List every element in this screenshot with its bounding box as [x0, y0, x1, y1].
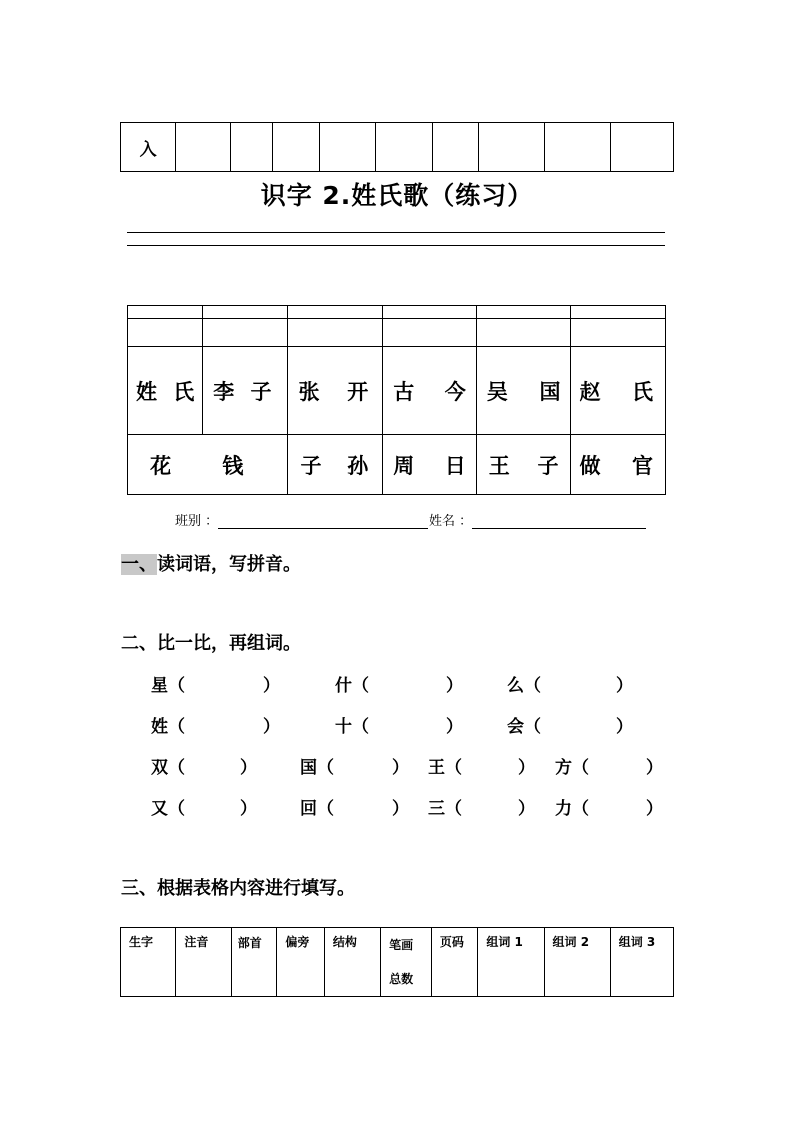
word-cell: [288, 347, 383, 435]
compare-char: 姓（: [151, 717, 185, 737]
table-header-cell: 组词 3: [610, 928, 673, 997]
word-cell: [128, 435, 288, 495]
word-char: 氏: [632, 379, 653, 404]
compare-close: ）: [616, 676, 633, 696]
compare-char: 星（: [151, 676, 185, 696]
compare-close: ）: [518, 758, 535, 778]
word-char: 吴: [486, 379, 508, 404]
class-label: 班别 ：: [175, 514, 219, 529]
top-table-cell[interactable]: [479, 123, 545, 172]
compare-row: [0, 712, 794, 736]
compare-char: 双（: [151, 758, 185, 778]
pinyin-cell[interactable]: [288, 306, 383, 319]
class-field: [175, 510, 428, 529]
pinyin-cell[interactable]: [128, 319, 203, 347]
compare-char: 三（: [428, 799, 462, 819]
word-cell: [476, 435, 571, 495]
word-text: 花 钱: [150, 453, 266, 478]
pinyin-cell[interactable]: [288, 319, 383, 347]
word-cell: [383, 347, 477, 435]
word-char: 张: [298, 379, 320, 404]
compare-close: ）: [616, 717, 633, 737]
writing-line: [127, 232, 665, 233]
word-char: 姓: [136, 379, 157, 404]
section-2-heading: 二、比一比，再组词。: [121, 633, 301, 654]
name-input-line[interactable]: [472, 514, 646, 529]
word-char: 孙: [347, 453, 369, 478]
word-char: 今: [444, 379, 466, 404]
compare-row: [0, 671, 794, 695]
compare-close: ）: [263, 676, 280, 696]
table-header-cell: 偏旁: [277, 928, 325, 997]
compare-char: 什（: [335, 676, 369, 696]
top-table-cell[interactable]: [545, 123, 611, 172]
pinyin-table: [127, 305, 666, 495]
compare-close: ）: [646, 799, 663, 819]
compare-row: [0, 753, 794, 777]
compare-close: ）: [446, 717, 463, 737]
word-cell: [288, 435, 383, 495]
word-char: 日: [444, 453, 466, 478]
word-cell: [476, 347, 571, 435]
compare-close: ）: [646, 758, 663, 778]
compare-char: 么（: [507, 676, 541, 696]
table-header-cell: 注音: [176, 928, 231, 997]
section-3-heading: 三、根据表格内容进行填写。: [121, 878, 355, 899]
word-char: 官: [632, 453, 653, 478]
compare-char: 国（: [300, 758, 334, 778]
pinyin-cell[interactable]: [383, 306, 477, 319]
word-cell: [203, 347, 288, 435]
top-table-cell[interactable]: [231, 123, 272, 172]
compare-char: 王（: [428, 758, 462, 778]
word-char: 李: [213, 379, 235, 404]
top-table-cell[interactable]: [610, 123, 673, 172]
word-char: 开: [347, 379, 369, 404]
word-char: 子: [300, 453, 322, 478]
top-table-cell[interactable]: [176, 123, 231, 172]
word-char: 做: [579, 453, 601, 478]
top-table: [120, 122, 674, 172]
word-cell: [383, 435, 477, 495]
writing-line: [127, 245, 665, 246]
section-1-heading: [121, 550, 301, 576]
pinyin-cell[interactable]: [571, 306, 666, 319]
compare-close: ）: [392, 799, 409, 819]
word-char: 子: [250, 379, 272, 404]
compare-char: 回（: [300, 799, 334, 819]
compare-char: 十（: [335, 717, 369, 737]
pinyin-cell[interactable]: [383, 319, 477, 347]
word-char: 王: [488, 453, 510, 478]
pinyin-cell[interactable]: [203, 306, 288, 319]
word-char: 周: [393, 453, 415, 478]
word-cell: [128, 347, 203, 435]
compare-close: ）: [392, 758, 409, 778]
name-field: [429, 510, 646, 529]
word-char: 子: [537, 453, 559, 478]
word-cell: [571, 435, 666, 495]
compare-close: ）: [240, 799, 257, 819]
page-title: 识字 2.姓氏歌（练习）: [260, 181, 534, 210]
table-header-cell: 组词 1: [478, 928, 544, 997]
pinyin-cell[interactable]: [476, 306, 571, 319]
compare-close: ）: [518, 799, 535, 819]
table-header-cell: 页码: [431, 928, 478, 997]
pinyin-cell[interactable]: [203, 319, 288, 347]
pinyin-cell[interactable]: [476, 319, 571, 347]
table-header-cell: 笔画总数: [381, 928, 432, 997]
table-header-cell: 组词 2: [544, 928, 610, 997]
compare-close: ）: [240, 758, 257, 778]
word-char: 古: [393, 379, 415, 404]
table-header-cell: 生字: [121, 928, 176, 997]
word-char: 赵: [579, 379, 601, 404]
word-cell: [571, 347, 666, 435]
word-char: 氏: [173, 379, 195, 404]
pinyin-cell[interactable]: [571, 319, 666, 347]
pinyin-cell[interactable]: [128, 306, 203, 319]
top-table-cell[interactable]: [375, 123, 432, 172]
compare-row: [0, 794, 794, 818]
section-1-text: 读词语，写拼音。: [157, 554, 301, 575]
name-label: 姓名 ：: [429, 514, 473, 529]
compare-close: ）: [263, 717, 280, 737]
top-table-cell[interactable]: [319, 123, 375, 172]
compare-char: 力（: [555, 799, 589, 819]
top-table-char-cell: 入: [121, 123, 176, 172]
section-1-number: 一、: [121, 554, 157, 575]
table-header-cell: 结构: [324, 928, 380, 997]
table-header-cell: 部首: [231, 928, 277, 997]
word-char: 国: [539, 379, 561, 404]
compare-char: 又（: [151, 799, 185, 819]
character-info-table: [120, 927, 674, 997]
compare-char: 方（: [555, 758, 589, 778]
compare-char: 会（: [507, 717, 541, 737]
top-table-cell[interactable]: [272, 123, 319, 172]
class-input-line[interactable]: [218, 514, 428, 529]
compare-close: ）: [446, 676, 463, 696]
top-table-cell[interactable]: [433, 123, 479, 172]
